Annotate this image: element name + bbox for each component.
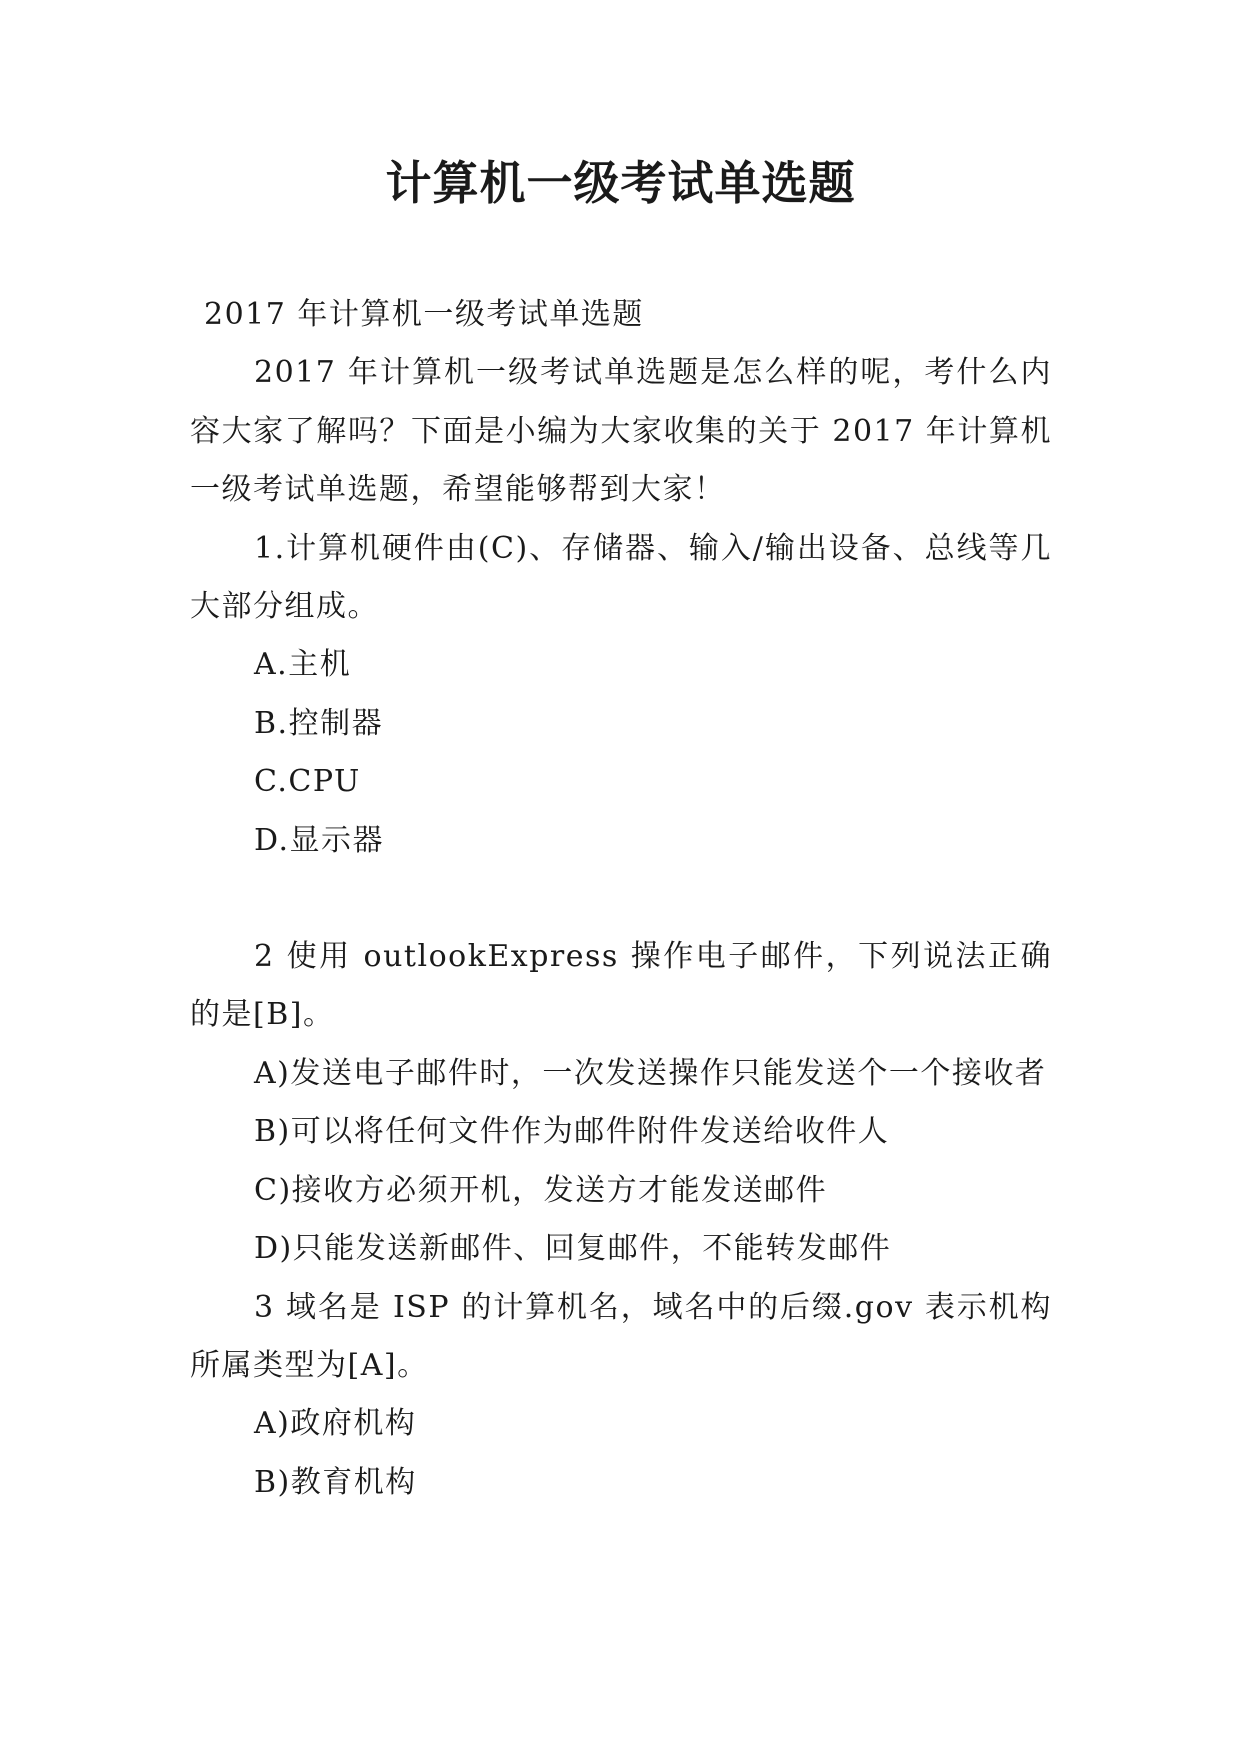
q1-option-a: A.主机: [254, 647, 352, 683]
q2-option-c: C)接收方必须开机，发送方才能发送邮件: [254, 1172, 828, 1208]
q1-option-c: C.CPU: [254, 764, 361, 800]
q2-option-b: B)可以将任何文件作为邮件附件发送给收件人: [254, 1114, 890, 1150]
q3-option-b: B)教育机构: [254, 1464, 417, 1500]
intro-paragraph: 2017 年计算机一级考试单选题是怎么样的呢，考什么内容大家了解吗？下面是小编为大家收集的关于 2017 年计算机一级考试单选题，希望能够帮到大家！: [190, 355, 1052, 508]
question-2: 2 使用 outlookExpress 操作电子邮件，下列说法正确的是[B]。: [190, 939, 1052, 1033]
q2-option-d: D)只能发送新邮件、回复邮件，不能转发邮件: [254, 1231, 892, 1267]
question-1: 1.计算机硬件由(C)、存储器、输入/输出设备、总线等几大部分组成。: [190, 530, 1052, 625]
blank-line: [190, 870, 1052, 928]
q1-option-d: D.显示器: [254, 822, 385, 858]
question-3: 3 域名是 ISP 的计算机名，域名中的后缀.gov 表示机构所属类型为[A]。: [190, 1289, 1052, 1383]
document-subtitle: 2017 年计算机一级考试单选题: [204, 297, 644, 332]
q3-option-a: A)政府机构: [254, 1406, 417, 1442]
q1-option-b: B.控制器: [254, 705, 384, 741]
document-body: [190, 286, 1052, 1512]
document-title: 计算机一级考试单选题: [385, 156, 856, 210]
q2-option-a: A)发送电子邮件时，一次发送操作只能发送个一个接收者: [254, 1055, 1047, 1091]
